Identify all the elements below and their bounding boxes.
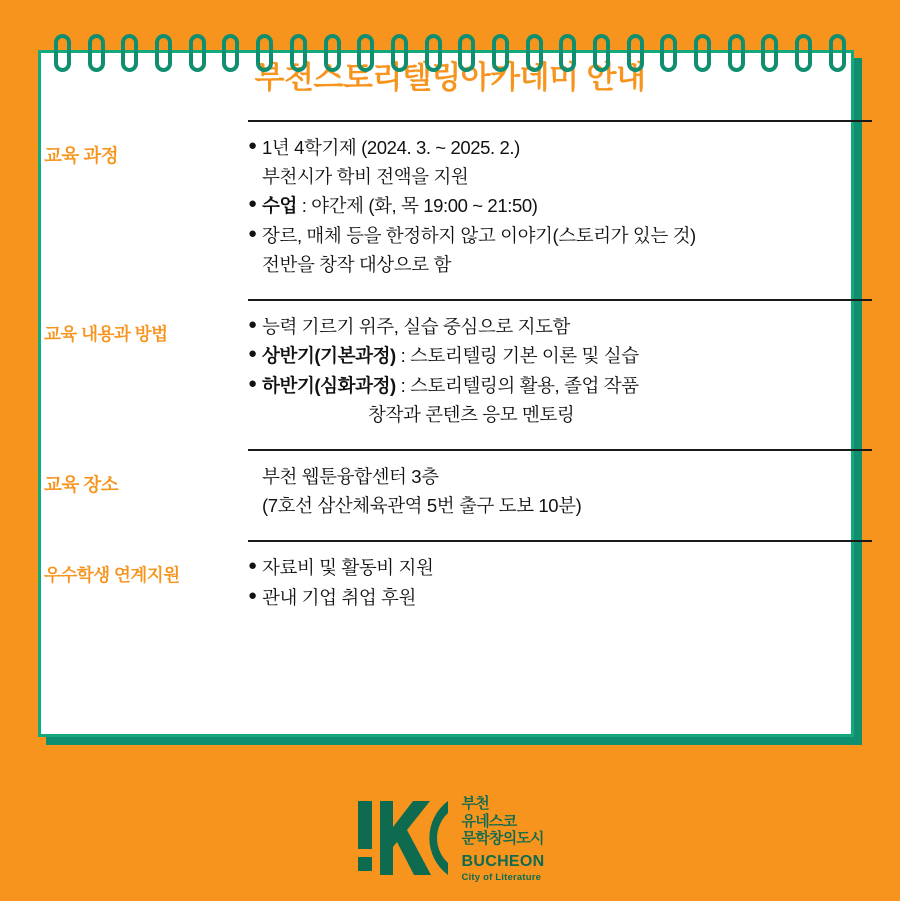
section-body bbox=[248, 449, 872, 534]
line-text bbox=[262, 191, 537, 220]
spiral-ring bbox=[391, 34, 408, 72]
spiral-ring bbox=[222, 34, 239, 72]
section-row bbox=[40, 120, 872, 293]
line-text: 전반을 창작 대상으로 함 bbox=[262, 253, 451, 275]
spiral-ring bbox=[660, 34, 677, 72]
logo-kr-line3: 문학창의도시 bbox=[461, 830, 544, 848]
line-bold-prefix: 상반기(기본과정) bbox=[262, 345, 396, 367]
section-label: 우수학생 연계지원 bbox=[44, 565, 180, 586]
logo-en-line1: BUCHEON bbox=[461, 852, 545, 870]
line-text: 1년 4학기제 (2024. 3. ~ 2025. 2.) bbox=[262, 137, 520, 158]
line-text: 창작과 콘텐츠 응모 멘토링 bbox=[368, 403, 575, 425]
line-rest: : 스토리텔링 기본 이론 및 실습 bbox=[395, 345, 639, 367]
section-row bbox=[40, 540, 872, 625]
spiral-ring bbox=[593, 34, 610, 72]
spiral-ring bbox=[88, 34, 105, 72]
logo-mark-icon bbox=[356, 797, 452, 881]
spiral-ring bbox=[526, 34, 543, 72]
bullet-icon: ● bbox=[248, 224, 257, 242]
spiral-ring bbox=[121, 34, 138, 72]
line-rest: : 야간제 (화, 목 19:00 ~ 21:50) bbox=[296, 195, 538, 217]
bullet-icon: ● bbox=[248, 316, 257, 334]
content-sections bbox=[40, 120, 872, 632]
section-label: 교육 내용과 방법 bbox=[44, 324, 168, 345]
section-row bbox=[40, 299, 872, 443]
section-line bbox=[248, 553, 872, 582]
bullet-icon: ● bbox=[248, 557, 257, 575]
spiral-ring bbox=[425, 34, 442, 72]
line-text: 부천시가 학비 전액을 지원 bbox=[262, 166, 469, 188]
line-text: 관내 기업 취업 후원 bbox=[262, 586, 416, 608]
spiral-ring bbox=[324, 34, 341, 72]
section-line bbox=[248, 191, 872, 220]
section-line bbox=[248, 133, 872, 162]
section-body bbox=[248, 299, 872, 443]
line-text bbox=[262, 371, 639, 400]
spiral-ring bbox=[728, 34, 745, 72]
line-text: 자료비 및 활동비 지원 bbox=[262, 557, 434, 579]
bullet-icon: ● bbox=[248, 345, 257, 363]
section-body bbox=[248, 540, 872, 625]
bullet-icon: ● bbox=[248, 195, 257, 213]
section-line bbox=[248, 583, 872, 612]
logo-en-line2: City of Literature bbox=[461, 871, 542, 883]
spiral-ring bbox=[761, 34, 778, 72]
spiral-ring bbox=[189, 34, 206, 72]
spiral-ring bbox=[559, 34, 576, 72]
section-body bbox=[248, 120, 872, 293]
section-line bbox=[248, 250, 872, 279]
section-row bbox=[40, 449, 872, 534]
bullet-icon: ● bbox=[248, 137, 257, 154]
line-text bbox=[262, 341, 639, 370]
page-title: 부천스토리텔링아카데미 안내 bbox=[254, 60, 646, 95]
logo-kr-line2: 유네스코 bbox=[461, 812, 517, 830]
section-line bbox=[248, 162, 872, 191]
spiral-ring bbox=[290, 34, 307, 72]
spiral-ring bbox=[256, 34, 273, 72]
section-line bbox=[248, 462, 872, 491]
section-line bbox=[248, 491, 872, 520]
line-bold-prefix: 하반기(심화과정) bbox=[262, 374, 396, 396]
section-line bbox=[248, 341, 872, 370]
spiral-ring bbox=[492, 34, 509, 72]
line-text: 부천 웹툰융합센터 3층 bbox=[262, 465, 439, 487]
line-text: 능력 기르기 위주, 실습 중심으로 지도함 bbox=[262, 316, 570, 338]
spiral-ring bbox=[694, 34, 711, 72]
section-line bbox=[248, 371, 872, 400]
section-line bbox=[248, 400, 872, 429]
section-line bbox=[248, 221, 872, 250]
bullet-icon: ● bbox=[248, 586, 257, 604]
spiral-binding bbox=[38, 34, 862, 80]
bucheon-unesco-logo bbox=[0, 795, 900, 883]
spiral-ring bbox=[627, 34, 644, 72]
spiral-ring bbox=[54, 34, 71, 72]
section-label: 교육 과정 bbox=[44, 145, 119, 166]
line-text: (7호선 삼산체육관역 5번 출구 도보 10분) bbox=[262, 495, 582, 517]
spiral-ring bbox=[155, 34, 172, 72]
spiral-ring bbox=[795, 34, 812, 72]
bullet-icon: ● bbox=[248, 374, 257, 392]
line-text: 장르, 매체 등을 한정하지 않고 이야기(스토리가 있는 것) bbox=[262, 224, 696, 246]
line-bold-prefix: 수업 bbox=[262, 195, 297, 217]
logo-kr-line1: 부천 bbox=[461, 794, 489, 812]
spiral-ring bbox=[829, 34, 846, 72]
line-rest: : 스토리텔링의 활용, 졸업 작품 bbox=[395, 374, 639, 396]
spiral-ring bbox=[458, 34, 475, 72]
spiral-ring bbox=[357, 34, 374, 72]
section-line bbox=[248, 312, 872, 341]
section-label: 교육 장소 bbox=[44, 473, 119, 495]
